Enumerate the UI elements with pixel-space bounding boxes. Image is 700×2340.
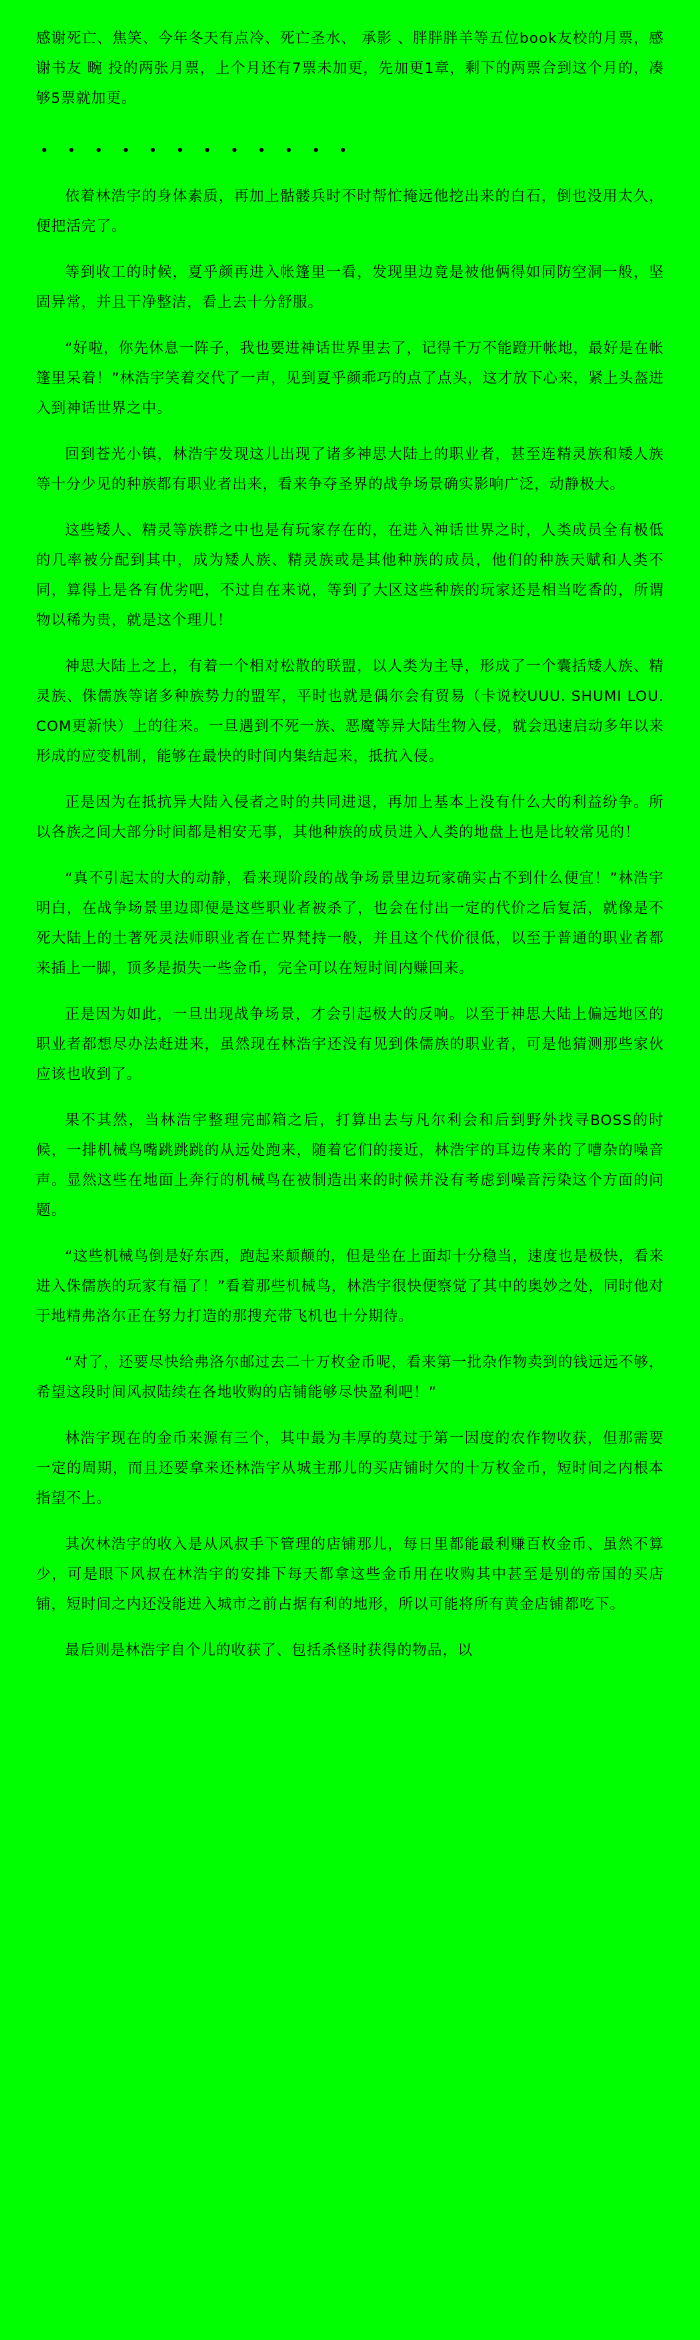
paragraph: “真不引起太的大的动静，看来现阶段的战争场景里边玩家确实占不到什么便宜！”林浩宇明白，在战争场景里边即便是这些职业者被杀了，也会在付出一定的代价之后复活，就像是不死大陆上的土著死灵法师职业者在亡界梵持一般，并且这个代价很低，以至于普通的职业者都来插上一脚，顶多是损失一些金币，完全可以在短时间内赚回来。 xyxy=(36,871,664,977)
paragraph: 果不其然，当林浩宇整理完邮箱之后，打算出去与凡尔利会和后到野外找寻BOSS的时候，一排机械鸟嘴跳跳跳的从远处跑来，随着它们的接近，林浩宇的耳边传来的了嘈杂的噪音声。显然这些在地面上奔行的机械鸟在被制造出来的时候并没有考虑到噪音污染这个方面的问题。 xyxy=(36,1113,664,1219)
paragraph: 神思大陆上之上，有着一个相对松散的联盟，以人类为主导，形成了一个囊括矮人族、精灵族、侏儒族等诸多种族势力的盟军，平时也就是偶尔会有贸易（卡说校UUU. SHUMI LOU. COM更新快）上的往来。一旦遇到不死一族、恶魔等异大陆生物入侵，就会迅速启动多年以来形成的应变机制，能够在最快的时间内集结起来，抵抗入侵。 xyxy=(36,659,664,765)
paragraph: 最后则是林浩宇自个儿的收获了、包括杀怪时获得的物品，以 xyxy=(65,1643,473,1659)
paragraph: 其次林浩宇的收入是从风叔手下管理的店铺那儿，每日里都能最利赚百枚金币、虽然不算少，可是眼下风叔在林浩宇的安排下每天都拿这些金币用在收购其中甚至是别的帝国的买店铺，短时间之内还没能进入城市之前占据有利的地形，所以可能将所有黄金店铺都吃下。 xyxy=(36,1537,664,1613)
paragraph: 这些矮人、精灵等族群之中也是有玩家存在的，在进入神话世界之时，人类成员全有极低的几率被分配到其中，成为矮人族、精灵族或是其他种族的成员，他们的种族天赋和人类不同，算得上是各有优劣吧，不过自在来说，等到了大区这些种族的玩家还是相当吃香的，所谓物以稀为贵，就是这个理儿！ xyxy=(36,523,664,629)
paragraph: 正是因为如此，一旦出现战争场景，才会引起极大的反响。以至于神思大陆上偏远地区的职业者都想尽办法赶进来，虽然现在林浩宇还没有见到侏儒族的职业者，可是他猜测那些家伙应该也收到了。 xyxy=(36,1007,664,1083)
paragraph: 林浩宇现在的金币来源有三个，其中最为丰厚的莫过于第一因度的农作物收获，但那需要一定的周期，而且还要拿来还林浩宇从城主那儿的买店铺时欠的十万枚金币，短时间之内根本指望不上。 xyxy=(36,1431,664,1507)
paragraph: “这些机械鸟倒是好东西，跑起来颠颠的，但是坐在上面却十分稳当，速度也是极快，看来进入侏儒族的玩家有福了！”看着那些机械鸟，林浩宇很快便察觉了其中的奥妙之处，同时他对于地精弗洛尔正在努力打造的那搜充带飞机也十分期待。 xyxy=(36,1249,664,1325)
dot-separator: • • • • • • • • • • • • xyxy=(40,143,355,159)
paragraph: 回到苍光小镇，林浩宇发现这儿出现了诸多神思大陆上的职业者，甚至连精灵族和矮人族等十分少见的种族都有职业者出来，看来争夺圣界的战争场景确实影响广泛，动静极大。 xyxy=(36,447,664,493)
paragraph: 感谢死亡、焦笑、今年冬天有点冷、死亡圣水、 承影 、胖胖胖羊等五位book友校的月票，感谢书友 畹 投的两张月票，上个月还有7票未加更，先加更1章，剩下的两票合到这个月的，凑够5票就加更。 xyxy=(36,31,664,107)
paragraph: 依着林浩宇的身体素质，再加上骷髅兵时不时帮忙掩远他挖出来的白石，倒也没用太久，便把活完了。 xyxy=(36,189,664,235)
paragraph: “对了，还要尽快给弗洛尔邮过去二十万枚金币呢，看来第一批杂作物卖到的钱远远不够，希望这段时间风叔陆续在各地收购的店铺能够尽快盈利吧！” xyxy=(36,1355,664,1401)
paragraph: 等到收工的时候，夏乎颜再进入帐篷里一看，发现里边竟是被他俩得如同防空洞一般，坚固异常，并且干净整洁，看上去十分舒服。 xyxy=(36,265,664,311)
paragraph: “好啦，你先休息一阵子，我也要进神话世界里去了，记得千万不能蹬开帐地，最好是在帐篷里呆着！”林浩宇笑着交代了一声，见到夏乎颜乖巧的点了点头，这才放下心来，紧上头盔进入到神话世界之中。 xyxy=(36,341,664,417)
paragraph: 正是因为在抵抗异大陆入侵者之时的共同进退，再加上基本上没有什么大的利益纷争。所以各族之间大部分时间都是相安无事，其他种族的成员进入人类的地盘上也是比较常见的！ xyxy=(36,795,664,841)
